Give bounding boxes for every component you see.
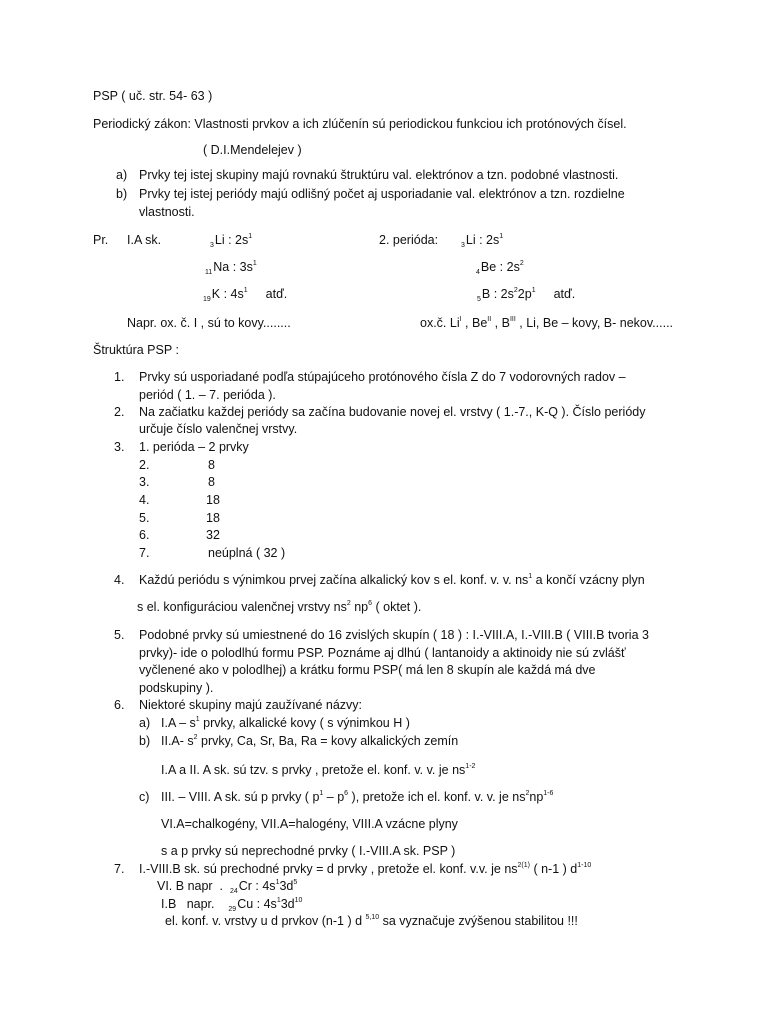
- period-row-count: 18: [206, 511, 220, 525]
- law-point-continuation: vlastnosti.: [139, 205, 195, 219]
- period-row-number: 3.: [139, 475, 150, 489]
- s-block-note: I.A a II. A sk. sú tzv. s prvky , pretože el. konf. v. v. je $ns^{1-2}$: [161, 763, 476, 777]
- periodic-law: Periodický zákon: Vlastnosti prvkov a ich zlúčenín sú periodickou funkciou ich protónových čísel.: [93, 117, 627, 131]
- page-title: PSP ( uč. str. 54- 63 ): [93, 89, 213, 103]
- sub-item-label: c): [139, 790, 150, 804]
- oxidation-note-right: ox.č. $Li^I$ , $Be^{II}$ , $B^{III}$ , Li, Be – kovy, B- nekov......: [420, 316, 674, 330]
- law-point-label: b): [116, 187, 128, 201]
- list-number: 7.: [114, 862, 125, 876]
- lithium-config: $_3$Li : $2s^1$: [210, 233, 253, 249]
- list-number: 6.: [114, 698, 125, 712]
- group-names: VI.A=chalkogény, VII.A=halogény, VIII.A vzácne plyny: [161, 817, 458, 831]
- stability-note: el. konf. v. vrstvy u d prvkov (n-1 ) d $^{5,10}$ sa vyznačuje zvýšenou stabilitou !!!: [165, 914, 578, 928]
- period-row-number: 7.: [139, 546, 150, 560]
- lithium-config-period: $_3$Li : $2s^1$: [461, 233, 504, 249]
- sub-item: II.A- $s^2$ prvky, Ca, Sr, Ba, Ra = kovy alkalických zemín: [161, 734, 459, 748]
- list-number: 3.: [114, 440, 125, 454]
- oxidation-note-left: Napr. ox. č. I , sú to kovy........: [127, 316, 291, 330]
- period-row-number: 6.: [139, 528, 150, 542]
- sp-block-note: s a p prvky sú neprechodné prvky ( I.-VIII.A sk. PSP ): [161, 844, 456, 858]
- period-row-number: 4.: [139, 493, 150, 507]
- list-number: 2.: [114, 405, 125, 419]
- copper-example: I.B napr. $_{29}$Cu : $4s^13d^{10}$: [161, 897, 303, 913]
- period-row-count: 8: [208, 458, 215, 472]
- period-row-count: 8: [208, 475, 215, 489]
- section-heading: Štruktúra PSP :: [93, 343, 179, 357]
- period-row: 1. perióda – 2 prvky: [139, 440, 249, 454]
- list-item-continuation: podskupiny ).: [139, 681, 214, 695]
- period-row-count: 32: [206, 528, 220, 542]
- period-label: 2. perióda:: [379, 233, 439, 247]
- list-number: 4.: [114, 573, 125, 587]
- sub-item: III. – VIII. A sk. sú p prvky ( $p^1 - p^6$ ), pretože ich el. konf. v. v. je $ns^2np^{1-6}$: [161, 790, 554, 804]
- group-label: I.A sk.: [127, 233, 162, 247]
- list-item: I.-VIII.B sk. sú prechodné prvky = d prvky , pretože el. konf. v.v. je $ns^{2(1)}$ ( n-1 ) $d^{1-10}$: [139, 862, 592, 876]
- list-item-continuation: s el. konfiguráciou valenčnej vrstvy $ns^2$ $np^6$ ( oktet ).: [137, 600, 422, 614]
- list-item: Niektoré skupiny majú zaužívané názvy:: [139, 698, 363, 712]
- boron-config: $_5$B : $2s^22p^1$ atď.: [477, 287, 576, 303]
- period-row-number: 2.: [139, 458, 150, 472]
- period-row-number: 5.: [139, 511, 150, 525]
- potassium-config: $_{19}$K : $4s^1$ atď.: [203, 287, 288, 303]
- list-item: Každú periódu s výnimkou prvej začína alkalický kov s el. konf. v. v. $ns^1$ a končí vzácny plyn: [139, 573, 645, 587]
- law-author: ( D.I.Mendelejev ): [203, 143, 302, 157]
- list-item-continuation: určuje číslo valenčnej vrstvy.: [139, 422, 298, 436]
- list-number: 5.: [114, 628, 125, 642]
- beryllium-config: $_4$Be : $2s^2$: [476, 260, 524, 276]
- law-point-text: Prvky tej istej periódy majú odlišný počet aj usporiadanie val. elektrónov a tzn. rozdielne: [139, 187, 625, 201]
- list-item-continuation: vyčlenené ako v polodlhej) a krátku formu PSP( má len 8 skupín ale každá má dve: [139, 663, 596, 677]
- example-label: Pr.: [93, 233, 109, 247]
- period-row-count: 18: [206, 493, 220, 507]
- list-item: Podobné prvky sú umiestnené do 16 zvislých skupín ( 18 ) : I.-VIII.A, I.-VIII.B ( VIII.B tvoria 3: [139, 628, 649, 642]
- sub-item-label: b): [139, 734, 151, 748]
- list-item: Na začiatku každej periódy sa začína budovanie novej el. vrstvy ( 1.-7., K-Q ). Číslo periódy: [139, 405, 646, 419]
- list-item-continuation: prvky)- ide o polodlhú formu PSP. Poznáme aj dlhú ( lantanoidy a aktinoidy nie sú zvlášť: [139, 646, 626, 660]
- list-item-continuation: periód ( 1. – 7. perióda ).: [139, 388, 276, 402]
- list-item: Prvky sú usporiadané podľa stúpajúceho protónového čísla Z do 7 vodorovných radov –: [139, 370, 626, 384]
- law-point-label: a): [116, 168, 128, 182]
- sub-item: $I.A - s^1$ prvky, alkalické kovy ( s výnimkou H ): [161, 716, 410, 730]
- sub-item-label: a): [139, 716, 151, 730]
- sodium-config: $_{11}$Na : $3s^1$: [205, 260, 257, 276]
- period-row-count: neúplná ( 32 ): [208, 546, 286, 560]
- chromium-example: VI. B napr . $_{24}$Cr : $4s^13d^5$: [157, 879, 298, 895]
- law-point-text: Prvky tej istej skupiny majú rovnakú štruktúru val. elektrónov a tzn. podobné vlastnosti.: [139, 168, 619, 182]
- list-number: 1.: [114, 370, 125, 384]
